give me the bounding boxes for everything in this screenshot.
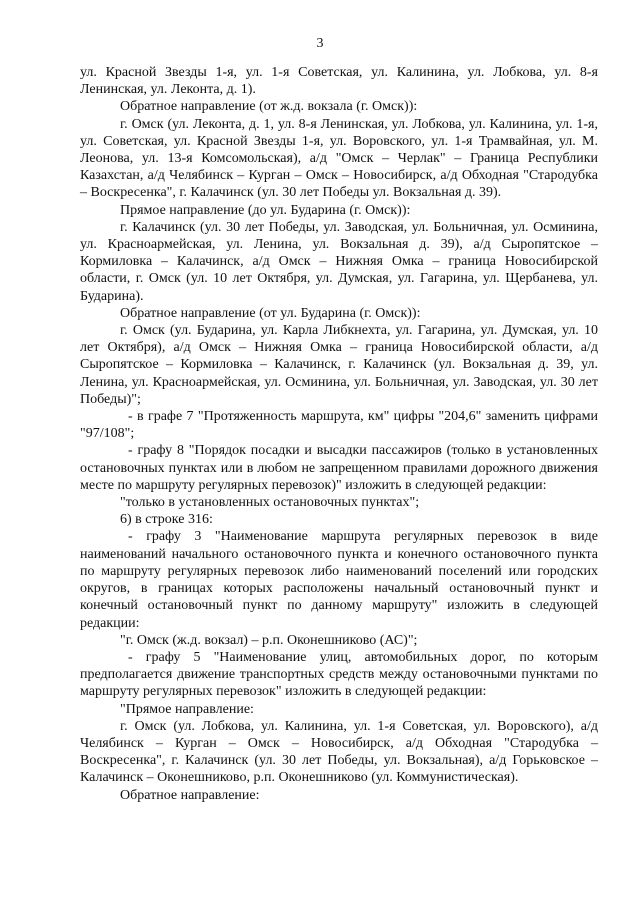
paragraph: 6) в строке 316: bbox=[120, 512, 213, 528]
list-item: - графу 5 "Наименование улиц, автомобильных дорог, по которым предполагается движение транспортных средств между остановочными пунктами по маршруту регулярных перевозок" изложить в следующей редакции: bbox=[80, 649, 598, 700]
list-item: - в графе 7 "Протяженность маршрута, км" цифры "204,6" заменить цифрами "97/108"; bbox=[80, 409, 598, 442]
page-number: 3 bbox=[316, 36, 324, 51]
document-body bbox=[80, 64, 598, 804]
paragraph: ул. Красной Звезды 1-я, ул. 1-я Советская, ул. Калинина, ул. Лобкова, ул. 8-я Ленинская, ул. Леконта, д. 1). bbox=[80, 65, 598, 98]
paragraph: г. Калачинск (ул. 30 лет Победы, ул. Заводская, ул. Больничная, ул. Осминина, ул. Красноармейская, ул. Ленина, ул. Вокзальная д. 39), а/д Сыропятское – Кормиловка – Калачинск, а/д Омск – Нижняя Омка – граница Новосибирской области, г. Омск (ул. 10 лет Октября, ул. Думская, ул. Гагарина, ул. Щербанева, ул. Бударина). bbox=[80, 219, 598, 304]
paragraph: "Прямое направление: bbox=[120, 701, 254, 717]
paragraph: Обратное направление: bbox=[120, 787, 260, 803]
paragraph: "г. Омск (ж.д. вокзал) – р.п. Оконешниково (АС)"; bbox=[120, 632, 418, 648]
paragraph: "только в установленных остановочных пунктах"; bbox=[120, 495, 420, 511]
paragraph: Обратное направление (от ж.д. вокзала (г. Омск)): bbox=[120, 99, 418, 115]
list-item: - графу 8 "Порядок посадки и высадки пассажиров (только в установленных остановочных пунктах или в любом не запрещенном правилами дорожного движения месте по маршруту регулярных перевозок)" изложить в следующей редакции: bbox=[80, 443, 598, 493]
list-item: - графу 3 "Наименование маршрута регулярных перевозок в виде наименований начального остановочного пункта и конечного остановочного пункта по маршруту регулярных перевозок либо наименований поселений или городских округов, в границах которых расположены начальный остановочный пункт и конечный остановочный пункт по данному маршруту" изложить в следующей редакции: bbox=[80, 529, 598, 631]
paragraph: Прямое направление (до ул. Бударина (г. Омск)): bbox=[120, 202, 411, 218]
paragraph: г. Омск (ул. Бударина, ул. Карла Либкнехта, ул. Гагарина, ул. Думская, ул. 10 лет Октября), а/д Омск – Нижняя Омка – граница Новосибирской области, а/д Сыропятское – Кормиловка – Калачинск, г. Калачинск (ул. Вокзальная д. 39, ул. Ленина, ул. Красноармейская, ул. Осминина, ул. Больничная, ул. Заводская, ул. 30 лет Победы)"; bbox=[80, 323, 598, 407]
paragraph: г. Омск (ул. Леконта, д. 1, ул. 8-я Ленинская, ул. Лобкова, ул. Калинина, ул. 1-я, ул. Советская, ул. Красной Звезды 1-я, ул. Воровского, ул. 1-я Трамвайная, ул. М. Леонова, ул. 13-я Комсомольская), а/д "Омск – Черлак" – Граница Республики Казахстан, а/д Челябинск – Курган – Омск – Новосибирск, а/д Обходная "Стародубка – Воскресенка", г. Калачинск (ул. 30 лет Победы ул. Вокзальная д. 39). bbox=[80, 116, 598, 201]
paragraph: г. Омск (ул. Лобкова, ул. Калинина, ул. 1-я Советская, ул. Воровского), а/д Челябинск – Курган – Омск – Новосибирск, а/д Обходная "Стародубка – Воскресенка", г. Калачинск (ул. 30 лет Победы, ул. Вокзальная), а/д Горьковское – Калачинск – Оконешниково, р.п. Оконешниково (ул. Коммунистическая). bbox=[80, 718, 598, 786]
paragraph: Обратное направление (от ул. Бударина (г. Омск)): bbox=[120, 305, 421, 321]
